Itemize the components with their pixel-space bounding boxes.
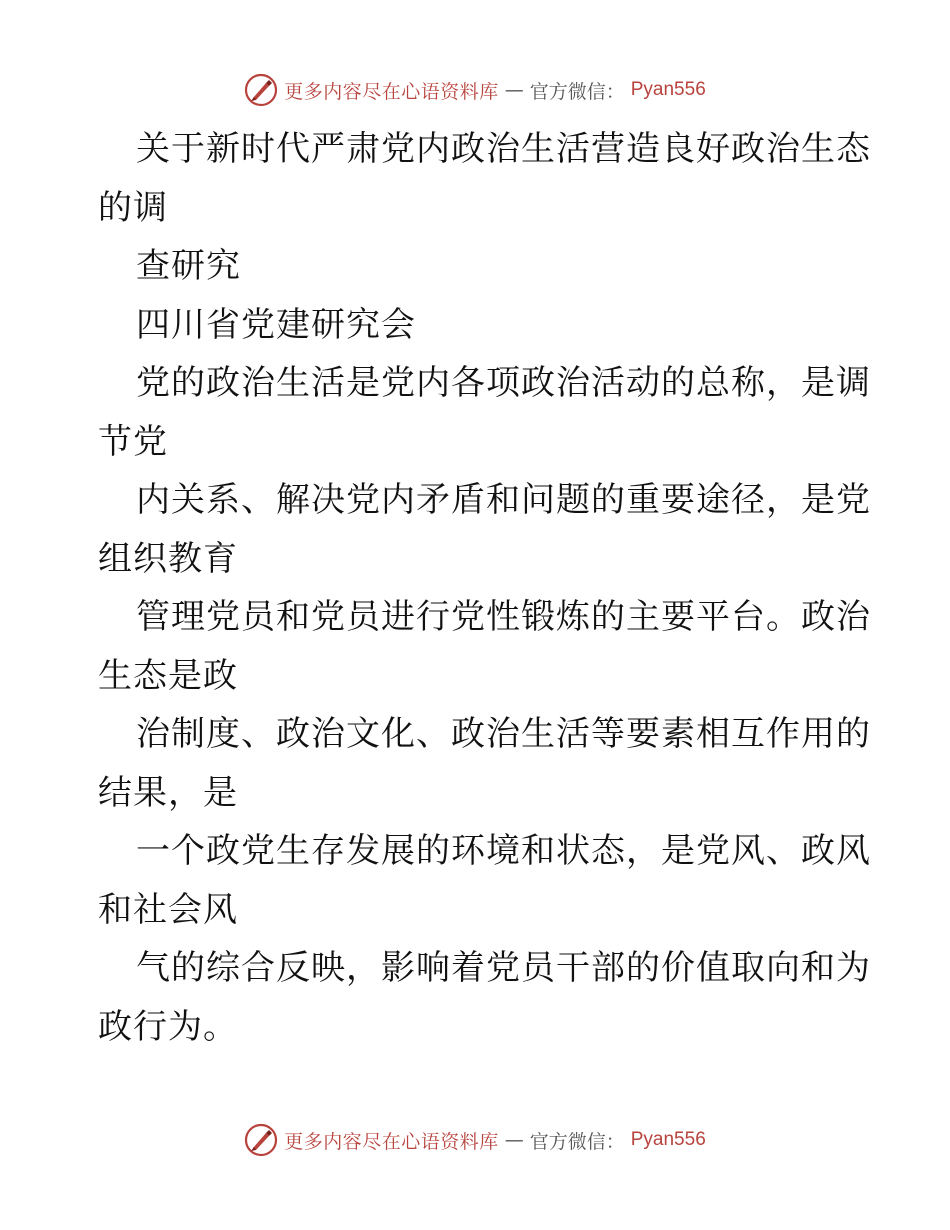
- document-body: [98, 120, 871, 1056]
- pen-logo-icon: [244, 73, 278, 107]
- text-line: 一个政党生存发展的环境和状态，是党风、政风: [136, 831, 871, 871]
- pen-logo-icon: [244, 1123, 278, 1157]
- watermark-dash: —: [504, 79, 524, 101]
- text-line: 关于新时代严肃党内政治生活营造良好政治生态: [136, 129, 871, 169]
- text-line: 管理党员和党员进行党性锻炼的主要平台。政治: [136, 597, 871, 637]
- watermark-wechat-id: Pyan556: [630, 1129, 706, 1150]
- text-line: 气的综合反映，影响着党员干部的价值取向和为: [136, 948, 871, 988]
- text-line: 政行为。: [98, 1006, 238, 1047]
- text-line: 组织教育: [98, 538, 238, 579]
- text-line: 节党: [98, 421, 168, 462]
- text-line: 四川省党建研究会: [136, 304, 416, 345]
- watermark-wechat-label: 官方微信：: [529, 80, 625, 103]
- text-line: 查研究: [136, 246, 241, 286]
- header-watermark: [0, 70, 950, 110]
- watermark-dash: —: [504, 1129, 524, 1151]
- text-line: 的调: [98, 187, 168, 228]
- text-line: 内关系、解决党内矛盾和问题的重要途径，是党: [136, 480, 871, 520]
- text-line: 结果，是: [98, 772, 238, 813]
- watermark-wechat-label: 官方微信：: [529, 1130, 625, 1153]
- watermark-site-text: 更多内容尽在心语资料库: [284, 1130, 499, 1153]
- text-line: 和社会风: [98, 889, 238, 930]
- text-line: 党的政治生活是党内各项政治活动的总称，是调: [136, 363, 871, 403]
- text-line: 治制度、政治文化、政治生活等要素相互作用的: [136, 714, 871, 754]
- watermark-site-text: 更多内容尽在心语资料库: [284, 80, 499, 103]
- footer-watermark: [0, 1120, 950, 1160]
- text-line: 生态是政: [98, 655, 238, 696]
- watermark-wechat-id: Pyan556: [630, 79, 706, 100]
